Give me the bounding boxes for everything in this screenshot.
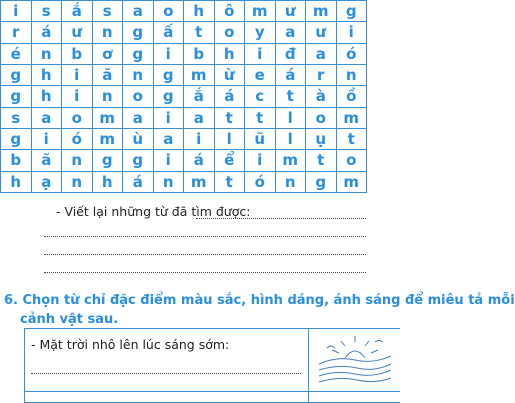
grid-cell[interactable]: s xyxy=(1,107,32,128)
grid-cell[interactable]: g xyxy=(336,1,367,22)
grid-cell[interactable]: b xyxy=(184,43,215,64)
grid-cell[interactable]: n xyxy=(92,86,123,107)
grid-cell[interactable]: n xyxy=(92,22,123,43)
grid-cell[interactable]: á xyxy=(123,171,154,192)
grid-cell[interactable]: đ xyxy=(275,43,306,64)
grid-cell[interactable]: ụ xyxy=(306,128,337,149)
grid-cell[interactable]: o xyxy=(153,1,184,22)
grid-cell[interactable]: a xyxy=(275,22,306,43)
grid-cell[interactable]: i xyxy=(184,128,215,149)
grid-cell[interactable]: i xyxy=(153,150,184,171)
grid-cell[interactable]: i xyxy=(153,43,184,64)
grid-cell[interactable]: s xyxy=(31,1,62,22)
grid-cell[interactable]: t xyxy=(214,107,245,128)
answer-line-3[interactable] xyxy=(44,254,366,255)
grid-cell[interactable]: a xyxy=(153,128,184,149)
answer-line-1[interactable] xyxy=(196,218,366,219)
grid-row xyxy=(1,128,367,149)
sunrise-field-illustration xyxy=(317,334,393,388)
grid-cell[interactable]: c xyxy=(245,86,276,107)
exercise6-heading-line1: 6. Chọn từ chỉ đặc điểm màu sắc, hình dáng, ánh sáng để miêu tả mỗi xyxy=(4,293,515,308)
grid-cell[interactable]: h xyxy=(184,1,215,22)
grid-row xyxy=(1,86,367,107)
grid-cell[interactable]: l xyxy=(275,128,306,149)
grid-cell[interactable]: i xyxy=(31,128,62,149)
grid-cell[interactable]: ó xyxy=(336,43,367,64)
grid-cell[interactable]: n xyxy=(62,150,93,171)
grid-cell[interactable]: m xyxy=(336,171,367,192)
grid-cell[interactable]: ó xyxy=(62,128,93,149)
grid-cell[interactable]: r xyxy=(306,64,337,85)
grid-cell[interactable]: o xyxy=(336,150,367,171)
answer-table xyxy=(24,328,400,403)
grid-cell[interactable]: o xyxy=(214,22,245,43)
grid-cell[interactable]: n xyxy=(153,171,184,192)
grid-cell[interactable]: i xyxy=(153,107,184,128)
grid-cell[interactable]: r xyxy=(1,22,32,43)
grid-cell[interactable]: m xyxy=(184,171,215,192)
grid-cell[interactable]: m xyxy=(92,107,123,128)
grid-cell[interactable]: h xyxy=(214,43,245,64)
grid-cell[interactable]: g xyxy=(123,22,154,43)
grid-cell[interactable]: t xyxy=(214,171,245,192)
grid-cell[interactable]: h xyxy=(31,86,62,107)
grid-cell[interactable]: h xyxy=(92,171,123,192)
grid-cell[interactable]: t xyxy=(306,150,337,171)
grid-cell[interactable]: g xyxy=(123,150,154,171)
grid-cell[interactable]: m xyxy=(306,1,337,22)
grid-cell[interactable]: ạ xyxy=(31,171,62,192)
grid-cell[interactable]: g xyxy=(92,150,123,171)
grid-cell[interactable]: o xyxy=(306,107,337,128)
grid-cell[interactable]: g xyxy=(1,128,32,149)
grid-cell[interactable]: ồ xyxy=(336,86,367,107)
grid-cell[interactable]: ư xyxy=(62,22,93,43)
grid-cell[interactable]: t xyxy=(336,128,367,149)
grid-cell[interactable]: ô xyxy=(214,1,245,22)
grid-cell[interactable]: n xyxy=(31,43,62,64)
grid-cell[interactable]: i xyxy=(62,64,93,85)
grid-cell[interactable]: ơ xyxy=(92,43,123,64)
grid-cell[interactable]: g xyxy=(306,171,337,192)
grid-cell[interactable]: ừ xyxy=(214,64,245,85)
grid-cell[interactable]: i xyxy=(1,1,32,22)
grid-cell[interactable]: a xyxy=(31,107,62,128)
grid-cell[interactable]: ấ xyxy=(153,22,184,43)
grid-cell[interactable]: ắ xyxy=(184,86,215,107)
grid-row xyxy=(1,43,367,64)
grid-cell[interactable]: a xyxy=(123,1,154,22)
grid-row xyxy=(1,64,367,85)
write-prompt: - Viết lại những từ đã tìm được: xyxy=(56,204,251,219)
grid-cell[interactable]: t xyxy=(245,107,276,128)
grid-row xyxy=(1,171,367,192)
grid-row xyxy=(1,22,367,43)
grid-cell[interactable]: á xyxy=(275,64,306,85)
item1-answer-line[interactable] xyxy=(31,373,301,374)
grid-cell[interactable]: l xyxy=(275,107,306,128)
grid-cell[interactable]: m xyxy=(184,64,215,85)
grid-cell[interactable]: ă xyxy=(92,64,123,85)
grid-row xyxy=(1,107,367,128)
grid-cell[interactable]: g xyxy=(1,86,32,107)
grid-cell[interactable]: y xyxy=(245,22,276,43)
grid-row xyxy=(1,150,367,171)
grid-cell[interactable]: ể xyxy=(214,150,245,171)
grid-cell[interactable]: l xyxy=(214,128,245,149)
grid-cell[interactable]: t xyxy=(275,86,306,107)
grid-cell[interactable]: g xyxy=(153,64,184,85)
grid-cell[interactable]: h xyxy=(1,171,32,192)
grid-cell[interactable]: ũ xyxy=(245,128,276,149)
grid-cell[interactable]: a xyxy=(306,43,337,64)
grid-cell[interactable]: t xyxy=(184,22,215,43)
grid-cell[interactable]: b xyxy=(1,150,32,171)
grid-cell[interactable]: m xyxy=(245,1,276,22)
grid-cell[interactable]: ư xyxy=(306,22,337,43)
grid-cell[interactable]: o xyxy=(62,107,93,128)
grid-cell[interactable]: à xyxy=(306,86,337,107)
grid-cell[interactable]: é xyxy=(1,43,32,64)
grid-cell[interactable]: m xyxy=(336,107,367,128)
grid-cell[interactable]: i xyxy=(62,86,93,107)
grid-cell[interactable]: e xyxy=(245,64,276,85)
grid-row xyxy=(1,1,367,22)
grid-cell[interactable]: s xyxy=(92,1,123,22)
answer-line-4[interactable] xyxy=(44,272,366,273)
answer-line-2[interactable] xyxy=(44,236,366,237)
grid-cell[interactable]: á xyxy=(214,86,245,107)
grid-cell[interactable]: n xyxy=(275,171,306,192)
grid-cell[interactable]: g xyxy=(1,64,32,85)
grid-cell[interactable]: ó xyxy=(245,171,276,192)
item1-label: - Mặt trời nhô lên lúc sáng sớm: xyxy=(31,337,230,352)
grid-cell[interactable]: b xyxy=(62,43,93,64)
grid-cell[interactable]: á xyxy=(31,22,62,43)
grid-cell[interactable]: i xyxy=(245,43,276,64)
grid-cell[interactable]: ă xyxy=(31,150,62,171)
grid-cell[interactable]: ư xyxy=(275,1,306,22)
grid-cell[interactable]: g xyxy=(153,86,184,107)
grid-cell[interactable]: a xyxy=(184,107,215,128)
table-row-divider xyxy=(25,391,400,392)
word-search-grid xyxy=(0,0,367,193)
grid-cell[interactable]: m xyxy=(275,150,306,171)
grid-cell[interactable]: i xyxy=(336,22,367,43)
grid-cell[interactable]: a xyxy=(123,107,154,128)
grid-cell[interactable]: ắ xyxy=(62,1,93,22)
grid-cell[interactable]: n xyxy=(123,64,154,85)
grid-cell[interactable]: ù xyxy=(123,128,154,149)
grid-cell[interactable]: n xyxy=(336,64,367,85)
grid-cell[interactable]: á xyxy=(184,150,215,171)
grid-cell[interactable]: m xyxy=(92,128,123,149)
grid-cell[interactable]: h xyxy=(31,64,62,85)
grid-cell[interactable]: g xyxy=(123,43,154,64)
grid-cell[interactable]: n xyxy=(62,171,93,192)
grid-cell[interactable]: o xyxy=(123,86,154,107)
grid-cell[interactable]: i xyxy=(245,150,276,171)
exercise6-heading-line2: cảnh vật sau. xyxy=(20,312,119,327)
grid-body xyxy=(1,1,367,193)
